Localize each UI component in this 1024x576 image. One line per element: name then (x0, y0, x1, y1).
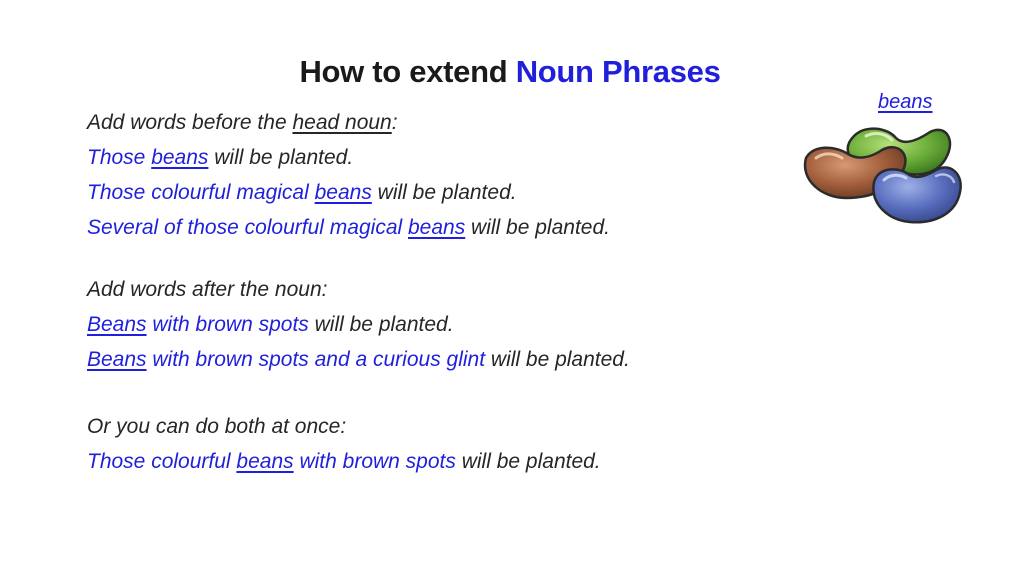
section1-example-3 (87, 216, 610, 240)
slide-title (0, 54, 1020, 90)
section3-heading: Or you can do both at once: (87, 415, 347, 438)
postmodifier-text: with brown spots (293, 450, 456, 473)
beans-link[interactable]: beans (878, 91, 933, 113)
section2-heading: Add words after the noun: (87, 278, 328, 301)
head-noun: beans (408, 216, 466, 239)
head-noun: beans (314, 181, 372, 204)
predicate-text: will be planted. (308, 313, 454, 336)
head-noun: Beans (87, 313, 147, 336)
predicate-text: will be planted. (485, 348, 630, 371)
section2-example-2 (87, 348, 630, 372)
predicate-text: will be planted. (371, 181, 517, 204)
premodifier-text: Those colourful magical (87, 181, 315, 204)
section1-example-2 (87, 181, 517, 205)
title-prefix: How to extend (299, 54, 516, 89)
premodifier-text: Several of those colourful magical (87, 216, 408, 239)
title-accent: Noun Phrases (515, 54, 721, 89)
premodifier-text: Those colourful (87, 450, 237, 473)
head-noun: Beans (87, 348, 147, 371)
postmodifier-text: with brown spots and a curious glint (146, 348, 486, 371)
head-noun-link: head noun (292, 111, 392, 134)
predicate-text: will be planted. (465, 216, 610, 239)
head-noun: beans (151, 146, 209, 169)
section2-example-1 (87, 313, 454, 337)
predicate-text: will be planted. (208, 146, 354, 169)
section1-heading-colon: : (391, 111, 398, 134)
predicate-text: will be planted. (455, 450, 601, 473)
section1-heading-text: Add words before the (87, 111, 293, 134)
premodifier-text: Those (87, 146, 152, 169)
section1-example-1 (87, 146, 353, 170)
postmodifier-text: with brown spots (146, 313, 309, 336)
section1-heading (87, 111, 398, 135)
head-noun: beans (236, 450, 294, 473)
section3-example-1 (87, 450, 601, 474)
beans-image-icon (796, 118, 968, 234)
